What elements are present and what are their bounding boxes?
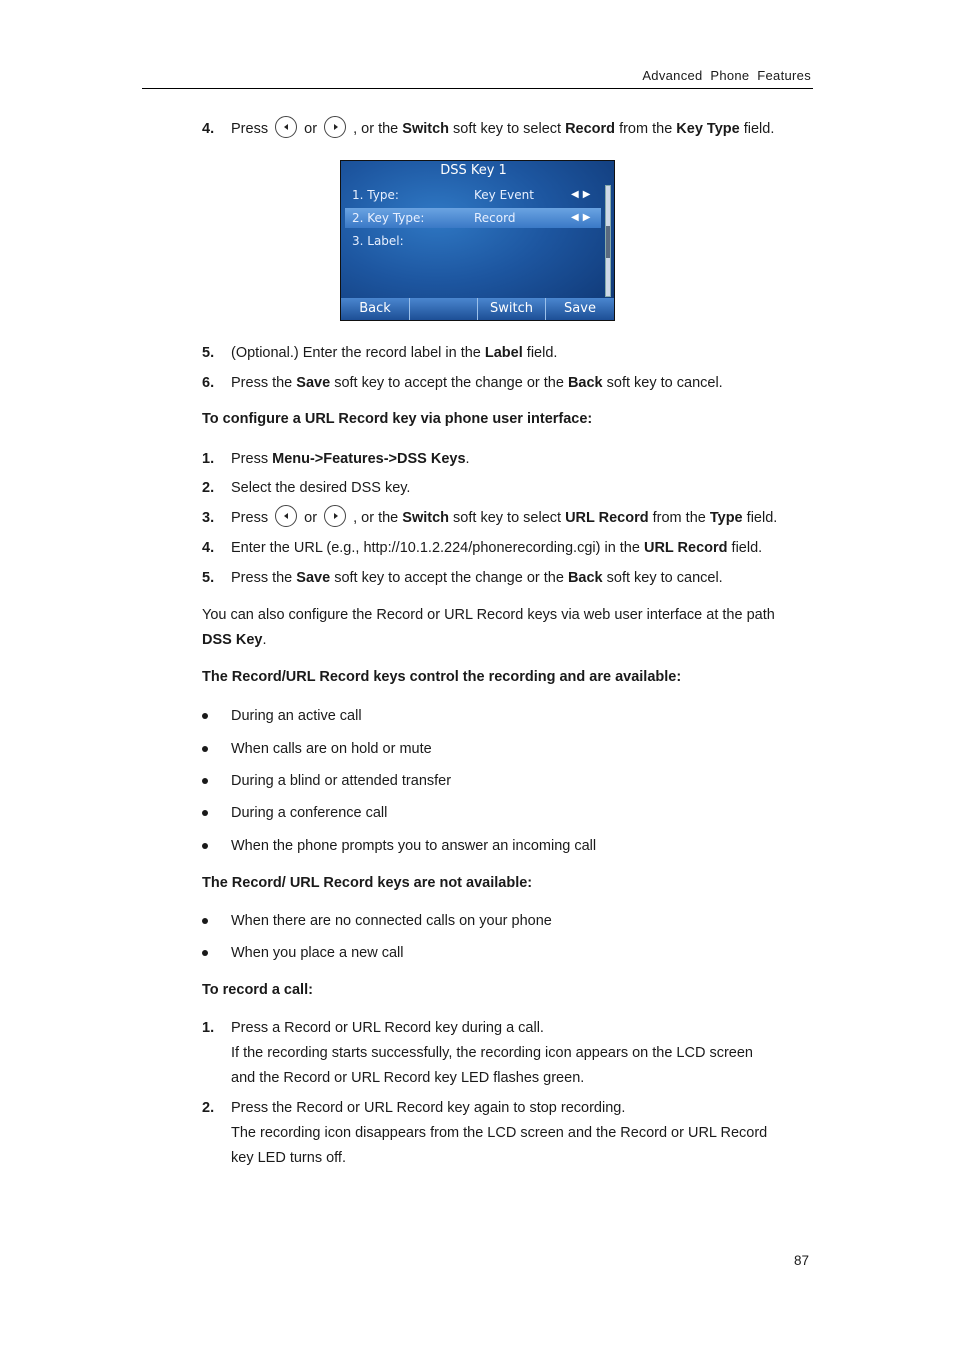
step-number: 5. <box>202 345 215 361</box>
step-text: Press <box>231 451 269 467</box>
section-heading: To record a call: <box>202 982 313 998</box>
step-text: Enter the URL (e.g., http://10.1.2.224/phonerecording.cgi) in the <box>231 540 640 556</box>
list-item-text: When there are no connected calls on your phone <box>231 913 552 929</box>
lcd-row-value: Key Event <box>474 188 534 202</box>
softkey-back: Back <box>341 298 410 320</box>
url-step-4 <box>202 538 814 558</box>
bullet-icon <box>202 746 208 752</box>
bullet-icon <box>202 713 208 719</box>
step-number: 1. <box>202 451 215 467</box>
section-heading: The Record/URL Record keys control the recording and are available: <box>202 669 682 685</box>
type-term: Type <box>709 510 743 526</box>
step-text: field. <box>743 121 775 137</box>
url-step-2 <box>202 478 814 498</box>
section-heading: To configure a URL Record key via phone user interface: <box>202 411 593 427</box>
step-text: (Optional.) Enter the record label in the <box>231 345 481 361</box>
list-item <box>202 771 814 791</box>
step-text: or <box>304 510 318 526</box>
left-navigation-key-icon <box>275 116 297 138</box>
list-item-text: When the phone prompts you to answer an incoming call <box>231 838 597 854</box>
lcd-row-key-type <box>345 208 601 228</box>
record-step-2 <box>202 1098 814 1171</box>
url-record-term: URL Record <box>565 510 649 526</box>
lcd-row-label: 2. Key Type: <box>352 211 425 225</box>
list-item-text: When calls are on hold or mute <box>231 741 432 757</box>
step-text: field. <box>526 345 558 361</box>
back-term: Back <box>567 375 603 391</box>
scrollbar-thumb <box>606 226 610 258</box>
step-4 <box>202 119 814 139</box>
url-step-5 <box>202 568 814 588</box>
step-text: key LED turns off. <box>231 1150 346 1166</box>
list-item <box>202 943 814 963</box>
step-text: Select the desired DSS key. <box>231 480 411 496</box>
save-term: Save <box>296 375 331 391</box>
left-right-arrows-icon: ◀▶ <box>571 212 595 223</box>
step-text: soft key to cancel. <box>606 570 723 586</box>
bullet-icon <box>202 778 208 784</box>
step-text: Press <box>231 510 269 526</box>
step-text: from the <box>619 121 673 137</box>
step-text: Press a Record or URL Record key during a call. <box>231 1020 544 1036</box>
note-text: You can also configure the Record or URL Record keys via web user interface at the path <box>202 607 775 623</box>
record-term: Record <box>565 121 616 137</box>
lcd-scrollbar <box>605 185 611 297</box>
back-term: Back <box>567 570 603 586</box>
step-5 <box>202 343 814 363</box>
list-item <box>202 706 814 726</box>
label-term: Label <box>484 345 523 361</box>
lcd-row-label-field <box>345 231 601 251</box>
step-text: from the <box>652 510 706 526</box>
step-number: 2. <box>202 1100 215 1116</box>
list-item <box>202 739 814 759</box>
step-text: Press the <box>231 375 293 391</box>
softkey-switch: Switch <box>478 298 546 320</box>
step-text: , or the <box>353 121 399 137</box>
page-header-title: Advanced Phone Features <box>642 68 811 83</box>
softkey-save: Save <box>546 298 614 320</box>
url-step-3 <box>202 508 814 528</box>
step-text: soft key to accept the change or the <box>334 375 564 391</box>
step-6 <box>202 373 814 393</box>
step-number: 5. <box>202 570 215 586</box>
lcd-row-value: Record <box>474 211 516 225</box>
bullet-icon <box>202 918 208 924</box>
step-text: soft key to cancel. <box>606 375 723 391</box>
step-text: and the Record or URL Record key LED flashes green. <box>231 1070 585 1086</box>
list-item <box>202 836 814 856</box>
lcd-row-label: 3. Label: <box>352 234 404 248</box>
right-navigation-key-icon <box>324 116 346 138</box>
record-step-1 <box>202 1018 814 1091</box>
web-ui-note <box>202 603 814 653</box>
step-text: soft key to accept the change or the <box>334 570 564 586</box>
step-text: Press the Record or URL Record key again to stop recording. <box>231 1100 626 1116</box>
url-record-term: URL Record <box>643 540 728 556</box>
step-text: or <box>304 121 318 137</box>
page-number: 87 <box>794 1253 810 1268</box>
key-type-term: Key Type <box>676 121 740 137</box>
note-text: . <box>262 632 267 648</box>
step-number: 4. <box>202 540 215 556</box>
bullet-icon <box>202 950 208 956</box>
list-item-text: During an active call <box>231 708 362 724</box>
left-navigation-key-icon <box>275 505 297 527</box>
step-text: soft key to select <box>453 121 562 137</box>
list-item <box>202 911 814 931</box>
step-text: . <box>465 451 470 467</box>
step-text: , or the <box>353 510 399 526</box>
step-text: Press <box>231 121 269 137</box>
softkey-empty <box>410 298 478 320</box>
list-item-text: During a conference call <box>231 805 388 821</box>
step-text: soft key to select <box>453 510 562 526</box>
step-text: field. <box>731 540 763 556</box>
lcd-row-type <box>345 185 601 205</box>
save-term: Save <box>296 570 331 586</box>
bullet-icon <box>202 810 208 816</box>
step-number: 3. <box>202 510 215 526</box>
step-text: The recording icon disappears from the LCD screen and the Record or URL Record <box>231 1125 768 1141</box>
lcd-title: DSS Key 1 <box>440 163 507 178</box>
step-text: field. <box>746 510 778 526</box>
url-step-1 <box>202 449 814 469</box>
lcd-row-label: 1. Type: <box>352 188 399 202</box>
list-item-text: During a blind or attended transfer <box>231 773 452 789</box>
bullet-icon <box>202 843 208 849</box>
switch-key-term: Switch <box>402 510 450 526</box>
left-right-arrows-icon: ◀▶ <box>571 189 595 200</box>
step-text: Press the <box>231 570 293 586</box>
phone-lcd-screen <box>340 160 615 321</box>
menu-path: Menu->Features->DSS Keys <box>272 451 466 467</box>
step-number: 2. <box>202 480 215 496</box>
list-item <box>202 803 814 823</box>
step-number: 4. <box>202 121 215 137</box>
list-item-text: When you place a new call <box>231 945 404 961</box>
right-navigation-key-icon <box>324 505 346 527</box>
header-divider <box>142 88 813 89</box>
step-number: 6. <box>202 375 215 391</box>
section-heading: The Record/ URL Record keys are not available: <box>202 875 533 891</box>
step-number: 1. <box>202 1020 215 1036</box>
web-path: DSS Key <box>202 632 263 648</box>
switch-key-term: Switch <box>402 121 450 137</box>
step-text: If the recording starts successfully, the recording icon appears on the LCD screen <box>231 1045 753 1061</box>
